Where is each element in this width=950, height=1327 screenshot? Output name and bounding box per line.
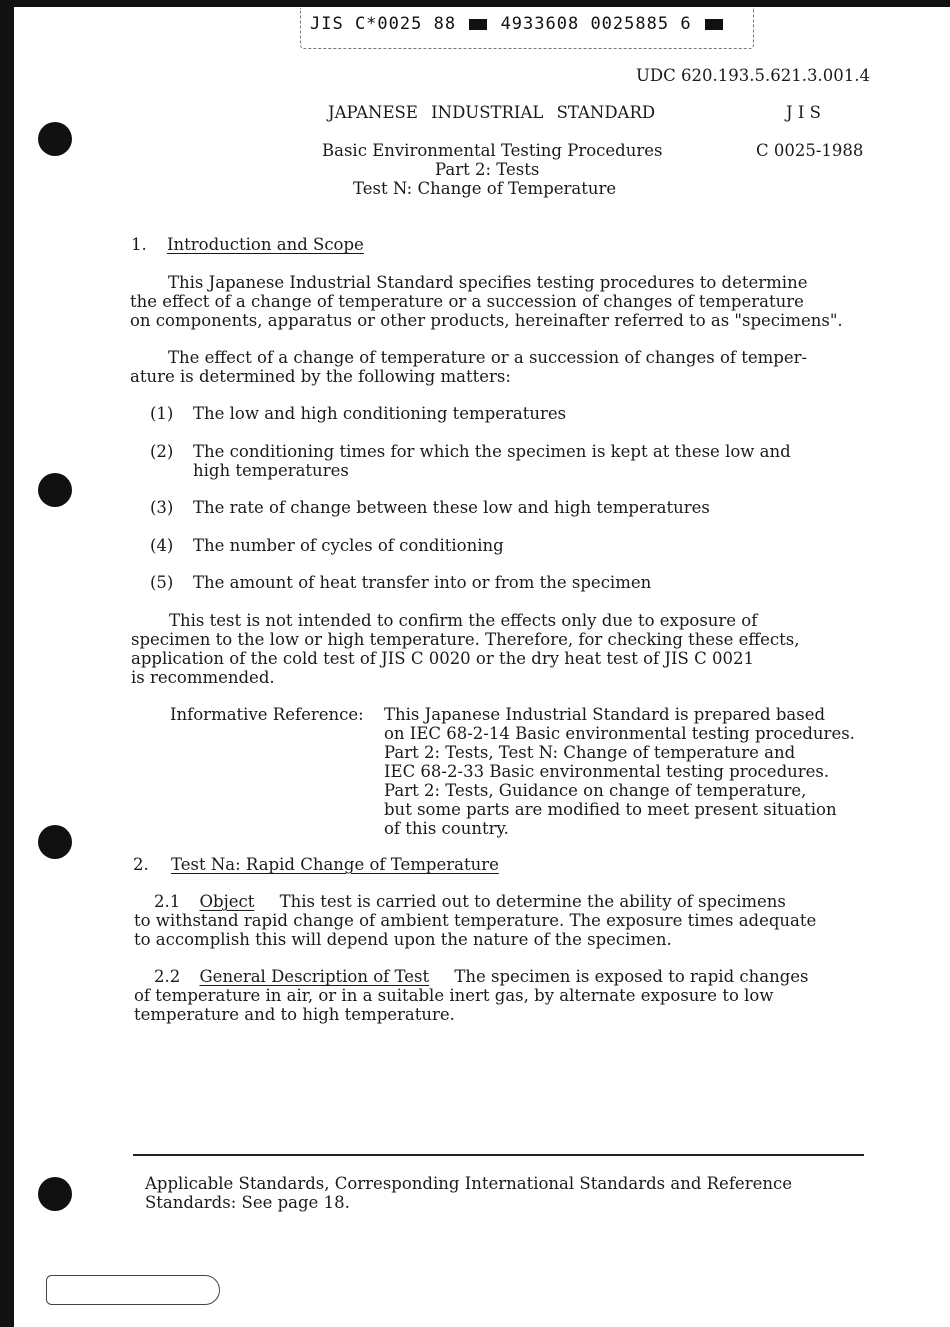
scope-paragraph-1 xyxy=(130,273,843,330)
text-line: on IEC 68-2-14 Basic environmental testing procedures. xyxy=(384,724,855,743)
list-item-text: The amount of heat transfer into or from the specimen xyxy=(193,573,652,592)
text-line: The specimen is exposed to rapid changes xyxy=(454,967,809,986)
standard-number: C 0025-1988 xyxy=(756,141,864,160)
punch-hole xyxy=(38,825,72,859)
scan-left-edge xyxy=(0,0,14,1327)
text-line: temperature and to high temperature. xyxy=(134,1005,455,1024)
list-item-text: The low and high conditioning temperatures xyxy=(193,404,567,423)
text-line: application of the cold test of JIS C 0020 or the dry heat test of JIS C 0021 xyxy=(131,649,754,668)
udc-number: UDC 620.193.5.621.3.001.4 xyxy=(636,66,870,85)
standard-heading: JAPANESE INDUSTRIAL STANDARD xyxy=(328,103,656,122)
text-line: specimen to the low or high temperature. Therefore, for checking these effects, xyxy=(131,630,800,649)
text-line: This test is carried out to determine the ability of specimens xyxy=(279,892,786,911)
text-line: Part 2: Tests, Guidance on change of temperature, xyxy=(384,781,807,800)
text-line: of temperature in air, or in a suitable inert gas, by alternate exposure to low xyxy=(134,986,774,1005)
title-line-1: Basic Environmental Testing Procedures xyxy=(322,141,663,160)
stamp-number: 4933608 0025885 6 xyxy=(500,14,692,34)
section-1-title: Introduction and Scope xyxy=(167,235,364,254)
scope-paragraph-2 xyxy=(130,348,807,386)
section-2-title: Test Na: Rapid Change of Temperature xyxy=(171,855,499,874)
subsection-number: 2.2 xyxy=(154,967,181,986)
text-line: The conditioning times for which the specimen is kept at these low and xyxy=(193,442,791,461)
text-line: high temperatures xyxy=(193,461,349,480)
subsection-2-2 xyxy=(134,967,809,1024)
list-item-number: (5) xyxy=(150,573,174,592)
punch-hole xyxy=(38,122,72,156)
stamp-block xyxy=(705,19,723,30)
scan-top-edge xyxy=(0,0,950,7)
scan-mark xyxy=(46,1275,220,1305)
text-line: IEC 68-2-33 Basic environmental testing procedures. xyxy=(384,762,830,781)
text-line: of this country. xyxy=(384,819,509,838)
text-line: This test is not intended to confirm the effects only due to exposure of xyxy=(169,611,758,630)
stamp-block xyxy=(469,19,487,30)
list-item-text xyxy=(193,442,791,480)
text-line: on components, apparatus or other products, hereinafter referred to as "specimens". xyxy=(130,311,843,330)
text-line: This Japanese Industrial Standard specifies testing procedures to determine xyxy=(168,273,808,292)
footnote-rule xyxy=(133,1154,864,1156)
title-line-2: Part 2: Tests xyxy=(435,160,540,179)
list-item-number: (1) xyxy=(150,404,174,423)
punch-hole xyxy=(38,1177,72,1211)
text-line: is recommended. xyxy=(131,668,275,687)
list-item-number: (4) xyxy=(150,536,174,555)
subsection-2-1 xyxy=(134,892,816,949)
subsection-number: 2.1 xyxy=(154,892,181,911)
subsection-title: General Description of Test xyxy=(199,967,430,986)
scope-paragraph-3 xyxy=(131,611,799,687)
list-item-text: The number of cycles of conditioning xyxy=(193,536,504,555)
stamp-code: JIS C*0025 88 xyxy=(310,14,457,34)
section-1-number: 1. xyxy=(131,235,147,254)
jis-mark: J I S xyxy=(786,103,821,122)
footnote xyxy=(145,1174,792,1212)
text-line: The effect of a change of temperature or a succession of changes of temper- xyxy=(168,348,808,367)
informative-reference-label: Informative Reference: xyxy=(170,705,364,724)
subsection-title: Object xyxy=(199,892,255,911)
text-line: the effect of a change of temperature or a succession of changes of temperature xyxy=(130,292,804,311)
section-2-number: 2. xyxy=(133,855,149,874)
catalog-stamp xyxy=(310,14,725,34)
text-line: Standards: See page 18. xyxy=(145,1193,350,1212)
title-line-3: Test N: Change of Temperature xyxy=(353,179,617,198)
punch-hole xyxy=(38,473,72,507)
text-line: ature is determined by the following matters: xyxy=(130,367,511,386)
list-item-number: (2) xyxy=(150,442,174,461)
text-line: Applicable Standards, Corresponding International Standards and Reference xyxy=(145,1174,792,1193)
text-line: This Japanese Industrial Standard is prepared based xyxy=(384,705,826,724)
list-item-number: (3) xyxy=(150,498,174,517)
text-line: to withstand rapid change of ambient temperature. The exposure times adequate xyxy=(134,911,817,930)
text-line: to accomplish this will depend upon the nature of the specimen. xyxy=(134,930,672,949)
list-item-text: The rate of change between these low and high temperatures xyxy=(193,498,710,517)
text-line: but some parts are modified to meet present situation xyxy=(384,800,837,819)
informative-reference-text xyxy=(384,705,855,838)
text-line: Part 2: Tests, Test N: Change of temperature and xyxy=(384,743,796,762)
